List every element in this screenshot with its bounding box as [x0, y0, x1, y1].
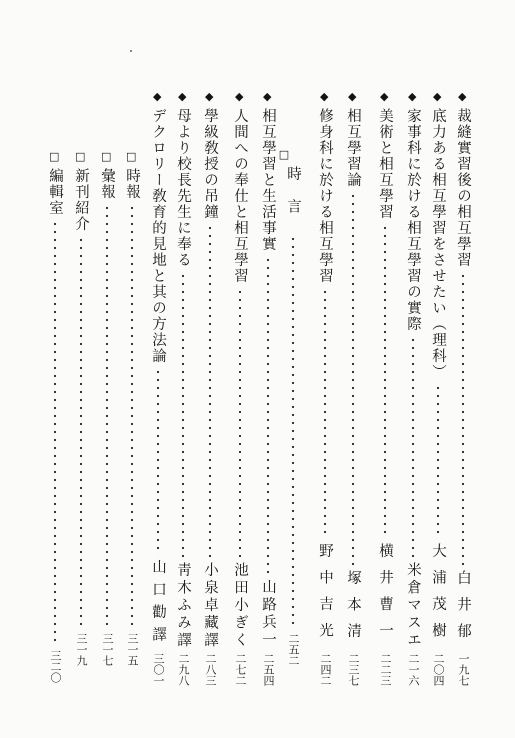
leader-dots: [411, 336, 415, 558]
diamond-bullet-icon: ◆: [408, 90, 418, 103]
square-bullet-icon: □: [101, 150, 113, 163]
square-bullet-icon: □: [278, 148, 308, 161]
leader-dots: [181, 272, 185, 558]
square-bullet-icon: □: [49, 150, 61, 163]
entry-page-number: 二四二: [319, 653, 332, 686]
entry-title: 時言: [285, 166, 301, 231]
diamond-bullet-icon: ◆: [153, 90, 163, 103]
entry-page-number: 二二三: [379, 653, 392, 686]
square-bullet-icon: □: [75, 150, 87, 163]
entry-author: 米倉マスエ: [405, 561, 421, 649]
diamond-bullet-icon: ◆: [458, 90, 468, 103]
entry-title: 相互學習論: [345, 108, 361, 188]
entry-page-number: 三二〇: [49, 650, 62, 683]
leader-dots: [238, 288, 242, 558]
diamond-bullet-icon: ◆: [348, 90, 358, 103]
toc-entry[interactable]: [342, 86, 364, 686]
entry-author: 池田小ぎく: [232, 561, 248, 649]
entry-author: 大浦茂樹: [430, 543, 446, 649]
entry-title: 家事科に於ける相互學習の實際: [405, 108, 421, 332]
diamond-bullet-icon: ◆: [320, 90, 330, 103]
entry-title: 學級敎授の吊鐘: [202, 108, 218, 220]
leader-dots: [156, 368, 160, 555]
entry-title: 底力ある相互學習をさせたい（理科）: [430, 108, 446, 380]
entry-page-number: 三一五: [126, 633, 139, 666]
leader-dots: [436, 384, 440, 539]
entry-page-number: 二一六: [407, 653, 420, 686]
leader-dots: [79, 236, 83, 625]
entry-title: 相互學習と生活事實: [260, 108, 276, 252]
toc-entry[interactable]: [44, 146, 66, 683]
entry-author: 山路兵一: [260, 579, 276, 649]
toc-entry[interactable]: [121, 146, 143, 666]
toc-entry[interactable]: [147, 86, 169, 686]
leader-dots: [323, 288, 327, 539]
paper-speck: [130, 50, 132, 52]
toc-entry[interactable]: [278, 144, 308, 666]
toc-entry[interactable]: [172, 86, 194, 686]
entry-title: 母より校長先生に奉る: [175, 108, 191, 268]
entry-page-number: 二三七: [347, 653, 360, 686]
toc-entry[interactable]: [452, 86, 474, 686]
entry-title: 編輯室: [47, 168, 63, 216]
leader-dots: [266, 256, 270, 575]
diamond-bullet-icon: ◆: [178, 90, 188, 103]
entry-title: 時報: [124, 168, 140, 200]
toc-entry[interactable]: [402, 86, 424, 686]
leader-dots: [461, 272, 465, 566]
entry-title: 修身科に於ける相互學習: [317, 108, 333, 284]
entry-page-number: 二八三: [204, 653, 217, 686]
toc-entry[interactable]: [96, 146, 118, 666]
leader-dots: [208, 224, 212, 558]
entry-author: 靑木ふみ譯: [175, 561, 191, 649]
entry-author: 横井曹一: [377, 543, 393, 649]
entry-page-number: 三一九: [75, 633, 88, 666]
diamond-bullet-icon: ◆: [380, 90, 390, 103]
toc-entry[interactable]: [374, 86, 396, 686]
diamond-bullet-icon: ◆: [263, 90, 273, 103]
entry-author: 塚本清: [345, 569, 361, 649]
entry-page-number: 一九七: [457, 653, 470, 686]
leader-dots: [105, 204, 109, 625]
entry-title: 美術と相互學習: [377, 108, 393, 220]
toc-entry[interactable]: [257, 86, 279, 686]
leader-dots: [53, 220, 57, 642]
toc-entry[interactable]: [70, 146, 92, 666]
entry-title: 人間への奉仕と相互學習: [232, 108, 248, 284]
entry-author: 野中吉光: [317, 543, 333, 649]
entry-author: 小泉卓藏譯: [202, 561, 218, 649]
entry-author: 白井郁: [455, 569, 471, 649]
diamond-bullet-icon: ◆: [205, 90, 215, 103]
entry-page-number: 二九八: [177, 653, 190, 686]
toc-entry[interactable]: [229, 86, 251, 686]
toc-entry[interactable]: [314, 86, 336, 686]
entry-title: 彙報: [99, 168, 115, 200]
entry-page-number: 二五四: [262, 653, 275, 686]
diamond-bullet-icon: ◆: [235, 90, 245, 103]
entry-page-number: 二〇四: [432, 653, 445, 686]
entry-page-number: 二七二: [234, 653, 247, 686]
leader-dots: [383, 224, 387, 539]
toc-entry[interactable]: [427, 86, 449, 686]
leader-dots: [291, 235, 295, 625]
entry-page-number: 三一七: [101, 633, 114, 666]
square-bullet-icon: □: [126, 150, 138, 163]
entry-page-number: 三〇一: [152, 653, 165, 686]
entry-author: 山口勸譯: [150, 559, 166, 649]
entry-title: デクロリー敎育的見地と其の方法論: [150, 108, 166, 364]
entry-title: 裁縫實習後の相互學習: [455, 108, 471, 268]
toc-entry[interactable]: [199, 86, 221, 686]
entry-title: 新刊紹介: [73, 168, 89, 232]
entry-page-number: 二五二: [287, 633, 300, 666]
leader-dots: [351, 192, 355, 566]
diamond-bullet-icon: ◆: [433, 90, 443, 103]
leader-dots: [130, 204, 134, 625]
